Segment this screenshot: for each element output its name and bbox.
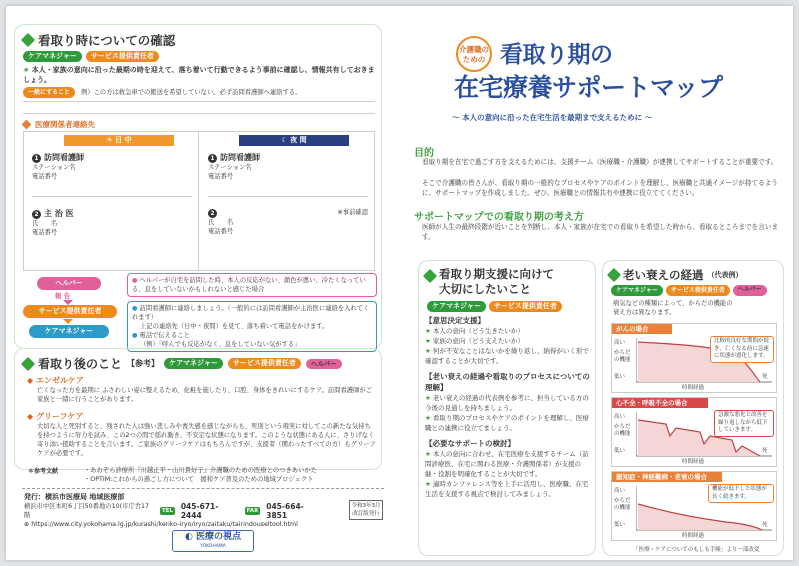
- tag-service-manager: サービス提供責任者: [489, 301, 562, 312]
- publisher: 発行：横浜市医療局 地域医療部 横浜市中区本町6丁目50番地の10(市庁舎17階 TEL 045-671-2444 FAX 045-664-3851 ⊕ https://www.city.yokohama.lg.jp/kurashi/kenko-iryo/iryo/zaitaku/tairindouseltool.html: [24, 492, 324, 529]
- example-underline: [23, 101, 375, 102]
- star-icon: ★: [425, 327, 431, 335]
- right-panel: [406, 6, 791, 560]
- kaigo-badge: 介護職のための: [456, 36, 492, 72]
- after-card: [14, 348, 382, 470]
- hero-subtitle: ～ 本人の意向に沿った在宅生活を最期まで支えるために ～: [452, 113, 653, 122]
- diamond-icon: [21, 356, 35, 370]
- chart-label: 心不全・呼吸不全の場合: [612, 398, 708, 408]
- publisher-url[interactable]: ⊕ https://www.city.yokohama.lg.jp/kurashi/kenko-iryo/iryo/zaitaku/tairindouseltool.html: [24, 521, 298, 528]
- angel-care-text: 亡くなった方を最期に ふさわしい姿に整えるため、化粧を施したり、口腔、身体をきれいにするケア。訪問看護師がご家族と一緒に行うことがあります。: [37, 387, 372, 403]
- star-icon: ★: [425, 394, 431, 402]
- helper-note: ● ヘルパーが自宅を訪問した時、本人の反応がない、顔色が悪い、冷たくなっている、息をしていないかもしれないと感じた場合: [127, 273, 377, 297]
- purpose-p2: そこで介護職の皆さんが、看取り期の一般的なプロセスやケアのポイントを理解し、医療職と共通イメージが持てるように、サポートマップを作成しました。ぜひ、医療職との情報共有や連携に役立ててください。: [422, 179, 778, 197]
- bullet-icon: ●: [132, 305, 138, 312]
- references-label: ＊参考文献: [28, 468, 59, 475]
- divider: [208, 196, 368, 197]
- divider: [32, 196, 192, 197]
- divider: [22, 488, 384, 489]
- hero-title-line1: 看取り期の: [500, 42, 613, 68]
- star-icon: ★: [425, 414, 431, 422]
- diamond-icon: ◆: [27, 412, 34, 421]
- purpose-p1: 看取り期を在宅で過ごす方を支えるためには、支援チーム（医療職・介護職）が連携してサポートすることが重要です。: [422, 158, 778, 166]
- edition-box: 令和3年3月 改訂版発行: [349, 500, 383, 520]
- chart-label: がんの場合: [612, 324, 672, 334]
- angel-care-title: ◆ エンゼルケア: [27, 376, 84, 385]
- column-divider: [198, 132, 199, 270]
- brochure-sheet: [6, 6, 793, 560]
- star-icon: ★: [425, 480, 431, 488]
- day-bar: ☀ 日 中: [64, 135, 174, 146]
- chart-label: 認知症・神経難病・老衰の場合: [612, 472, 722, 482]
- concept-title: サポートマップでの看取り期の考え方: [414, 212, 584, 223]
- star-icon: ★: [425, 450, 431, 458]
- tag-helper: ヘルパー: [306, 359, 342, 369]
- diamond-icon: [423, 269, 437, 283]
- decline-card: [602, 260, 784, 556]
- publisher-contact-row: 横浜市中区本町6丁目50番地の10(市庁舎17階 TEL 045-671-2444 FAX 045-664-3851: [24, 502, 304, 520]
- support-card: [418, 260, 596, 556]
- arrow-down-icon: [63, 319, 73, 324]
- day-contact-2: 2 主 治 医 氏 名 電話番号: [32, 209, 74, 236]
- example-text: 例）この方は救急車での搬送を希望していない。必ず訪問看護師へ連絡する。: [81, 89, 302, 96]
- example-row: [23, 87, 375, 98]
- confirm-lead: ★ 本人・家族の意向に沿った最期の時を迎えて、落ち着いて行動できるよう事前に確認し、情報共有しておきましょう。: [23, 66, 375, 84]
- confirm-tags: [23, 51, 159, 62]
- moon-icon: ☾: [281, 136, 288, 144]
- star-icon: ★: [425, 337, 431, 345]
- support-tags: [427, 301, 562, 312]
- references: ・あおぞら診療所『川越正平・山川貴好子』介護職のための医療とのつきあいかた ・OPTIM:これからの過ごし方について 緩和ケア普及のための地域プロジェクト: [84, 467, 317, 483]
- support-body: 【意思決定支援】 ★ 本人の意向（どう生きたいか） ★ 家族の意向（どう支えたいか） ★ 何が不安なことはないかを繰り返し、納得がいく形で確認することが大切です。 【老い衰えの経過や看取りのプロセスについての理解】 ★ 老い衰えの経過の代表例を参考に、担当している方の今後の見通しを持ちましょう。 ★ 看取り期のプロセスやケアのポイントを理解し、医療職との連携に役立てましょう。 【必要なサポートの検討】 ★ 本人の意向に合わせ、在宅医療を支援するチーム（訪問診療医、在宅に関わる医療・介護関係者）が支援の継・役割を明確化することが大切です。 ★ 適時カンファレンス等を上手に活用し、医療職、在宅生活を支援する視点で検討してみましょう。: [425, 316, 590, 498]
- flow-service-manager: サービス提供責任者: [23, 305, 117, 318]
- tag-service-manager: サービス提供責任者: [666, 285, 730, 296]
- chart-source: 「医療・ケアについてのもしも手帳」より一部改変: [633, 547, 760, 553]
- tag-care-manager: ケアマネジャー: [611, 285, 663, 296]
- confirm-card: [14, 24, 382, 349]
- grief-care-title: ◆ グリーフケア: [27, 412, 84, 421]
- grief-care-text: 大切な人と死別すると、残された人は強い悲しみや喪失感を感じながらも、死別という現実に対してこの新たな気持ちを持つように努力を試み、この2つの間で揺れ動き、不安定な状態になります。このような状態にある人に、さりげなく寄り添い援助することを言います。ご家族のグリーフケアはもちろんですが、支援者（関わったすべての方）もグリーフケアが必要です。: [37, 423, 376, 457]
- yokohama-logo: ◐ 医療の視点 YOKOHAMA: [172, 530, 254, 552]
- purpose-title: 目的: [414, 148, 434, 159]
- decline-heading: 老い衰えの経過 （代表例）: [609, 267, 743, 283]
- flow-report-label: 報 告: [55, 292, 71, 300]
- example-line-2: [23, 113, 375, 114]
- decline-tags: [611, 285, 767, 296]
- decline-intro: 病気などの種類によって、からだの機能の衰え方は異なります。: [613, 300, 733, 316]
- tag-care-manager: ケアマネジャー: [427, 301, 486, 312]
- tag-helper: ヘルパー: [733, 285, 767, 296]
- contacts-table: [23, 131, 375, 271]
- star-icon: ★: [425, 347, 431, 355]
- flow-care-manager: ケアマネジャー: [29, 325, 109, 338]
- flow-helper: ヘルパー: [37, 277, 101, 290]
- diamond-icon: [607, 268, 621, 282]
- concept-p: 医師が人生の最終段階が近いことを判断し、本人・家族が在宅での看取りを希望した時から、看取るところまでを言います。: [422, 223, 779, 241]
- sun-icon: ☀: [106, 136, 113, 144]
- tag-service-manager: サービス提供責任者: [86, 51, 159, 62]
- contacts-heading: 医療関係者連絡先: [23, 119, 95, 130]
- service-manager-note: ● 訪問看護師に連絡しましょう。（一般的には訪問看護師が主治医に連絡を入れてくれます） 上記の連絡先（日中・夜間）を見て、落ち着いて電話をかけます。 ● 電話で伝えること （例）「呼んでも反応がなく、息をしていない気がする」: [127, 301, 377, 352]
- bullet-icon: ●: [132, 277, 138, 284]
- tag-service-manager: サービス提供責任者: [228, 358, 301, 369]
- night-contact-2: 2 ※事前確認 氏 名 電話番号: [208, 209, 368, 235]
- support-heading: 看取り期支援に向けて 大切にしたいこと: [425, 267, 554, 297]
- diamond-icon: [22, 120, 32, 130]
- tag-care-manager: ケアマネジャー: [23, 51, 82, 62]
- night-contact-1: 1 訪問看護師 ステーション名 電話番号: [208, 153, 260, 180]
- day-contact-1: 1 訪問看護師 ステーション名 電話番号: [32, 153, 84, 180]
- night-bar: ☾ 夜 間: [239, 135, 349, 146]
- diamond-icon: [21, 33, 35, 47]
- decline-chart-heart: 心不全・呼吸不全の場合 高い からだの機能 低い 急激な悪化と改善を繰り返しながら低下していきます。 死 時間経過: [611, 397, 777, 467]
- tag-care-manager: ケアマネジャー: [164, 358, 223, 369]
- example-tag: 一般にすること: [23, 87, 75, 98]
- diamond-icon: ◆: [27, 376, 34, 385]
- hero-title-line2: 在宅療養サポートマップ: [454, 73, 723, 102]
- decline-chart-dementia: 認知症・神経難病・老衰の場合 高い からだの機能 低い 機能が低下した状態が長く続きます。 死 時間経過: [611, 471, 777, 541]
- globe-icon: ⊕: [24, 521, 30, 528]
- star-icon: ★: [23, 66, 30, 74]
- after-heading: 看取り後のこと 【参考】 ケアマネジャー サービス提供責任者 ヘルパー: [23, 355, 342, 372]
- left-panel: [14, 6, 389, 560]
- logo-mark-icon: ◐: [184, 532, 193, 542]
- decline-chart-cancer: がんの場合 高い からだの機能 低い 比較的良好な期間が続き、亡くなる前に急速に状態が悪化します。 死 時間経過: [611, 323, 777, 393]
- confirm-heading: 看取り時についての確認: [23, 31, 175, 49]
- bullet-icon: ●: [132, 332, 138, 339]
